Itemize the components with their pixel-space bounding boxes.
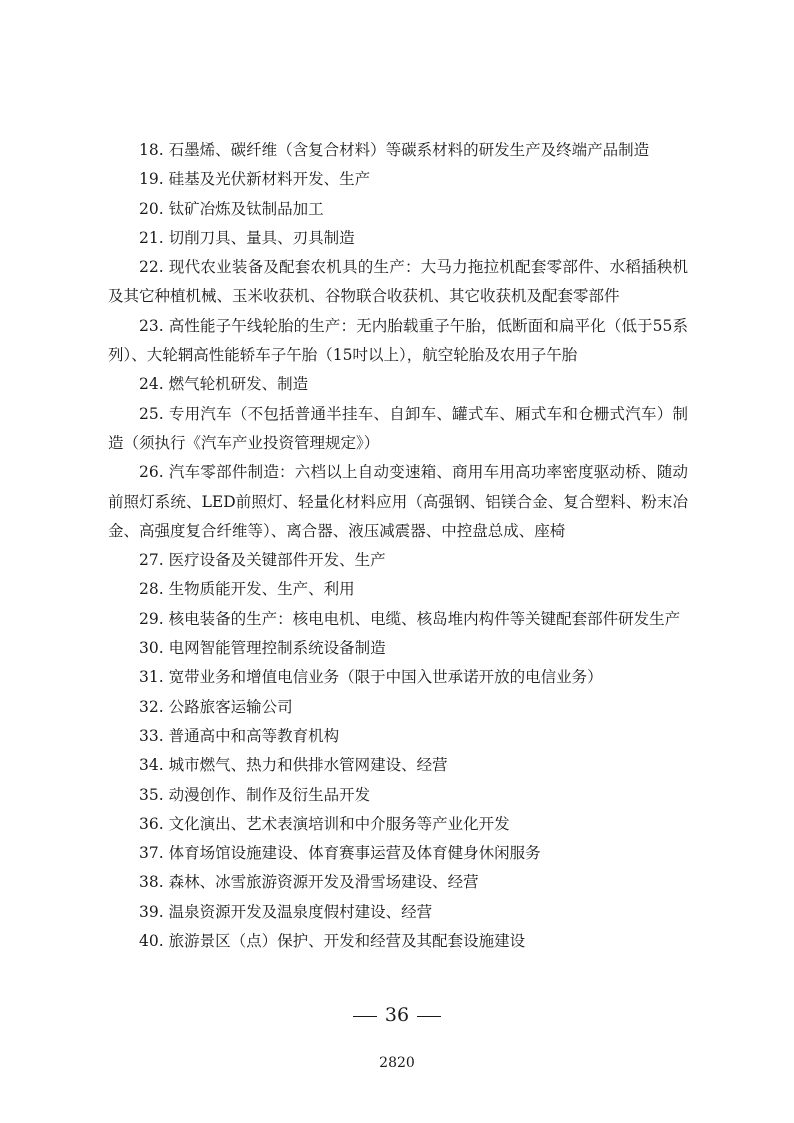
item-text: 城市燃气、热力和供排水管网建设、经营 — [168, 756, 448, 775]
item-number: 32. — [139, 697, 164, 716]
page-number — [0, 1000, 794, 1030]
list-item — [108, 400, 688, 459]
right-dash — [417, 1016, 441, 1017]
item-number: 40. — [139, 932, 164, 951]
list-item — [108, 136, 688, 165]
item-number: 30. — [139, 639, 164, 658]
item-text: 宽带业务和增值电信业务（限于中国入世承诺开放的电信业务） — [168, 668, 603, 687]
item-number: 29. — [139, 609, 164, 628]
item-text: 现代农业装备及配套农机具的生产：大马力拖拉机配套零部件、水稻插秧机及其它种植机械、玉米收获机、谷物联合收获机、其它收获机及配套零部件 — [108, 258, 688, 306]
item-number: 37. — [139, 844, 164, 863]
item-text: 电网智能管理控制系统设备制造 — [168, 639, 386, 658]
item-text: 专用汽车（不包括普通半挂车、自卸车、罐式车、厢式车和仓栅式汽车）制造（须执行《汽车产业投资管理规定》） — [108, 404, 688, 452]
list-item — [108, 839, 688, 868]
item-text: 生物质能开发、生产、利用 — [168, 580, 355, 599]
item-text: 温泉资源开发及温泉度假村建设、经营 — [168, 902, 433, 921]
item-text: 普通高中和高等教育机构 — [168, 726, 340, 745]
list-item — [108, 458, 688, 546]
item-number: 25. — [139, 404, 164, 423]
item-text: 医疗设备及关键部件开发、生产 — [168, 551, 386, 570]
list-item — [108, 722, 688, 751]
item-number: 23. — [139, 316, 164, 335]
item-text: 硅基及光伏新材料开发、生产 — [168, 170, 371, 189]
item-number: 39. — [139, 902, 164, 921]
list-item — [108, 253, 688, 312]
item-text: 旅游景区（点）保护、开发和经营及其配套设施建设 — [168, 932, 526, 951]
footer-number: 2820 — [379, 1055, 415, 1071]
item-text: 公路旅客运输公司 — [168, 697, 293, 716]
item-number: 21. — [139, 228, 164, 247]
item-number: 38. — [139, 873, 164, 892]
list-item — [108, 898, 688, 927]
list-item — [108, 605, 688, 634]
item-text: 高性能子午线轮胎的生产：无内胎载重子午胎，低断面和扁平化（低于55系列）、大轮辋高性能轿车子午胎（15吋以上），航空轮胎及农用子午胎 — [108, 316, 688, 365]
list-item — [108, 165, 688, 194]
item-number: 27. — [139, 551, 164, 570]
list-item — [108, 195, 688, 224]
list-item — [108, 781, 688, 810]
item-text: 燃气轮机研发、制造 — [168, 375, 309, 394]
item-text: 钛矿冶炼及钛制品加工 — [168, 199, 324, 218]
list-item — [108, 546, 688, 575]
list-item — [108, 868, 688, 897]
item-number: 34. — [139, 756, 164, 775]
list-item — [108, 575, 688, 604]
item-number: 20. — [139, 199, 164, 218]
item-text: 汽车零部件制造：六档以上自动变速箱、商用车用高功率密度驱动桥、随动前照灯系统、LED前照灯、轻量化材料应用（高强钢、铝镁合金、复合塑料、粉末冶金、高强度复合纤维等）、离合器、液压减震器、中控盘总成、座椅 — [108, 463, 688, 540]
left-dash — [353, 1016, 377, 1017]
list-item — [108, 751, 688, 780]
item-number: 35. — [139, 785, 164, 804]
list-item — [108, 370, 688, 399]
item-number: 18. — [139, 141, 164, 159]
list-item — [108, 663, 688, 692]
item-text: 动漫创作、制作及衍生品开发 — [168, 785, 371, 804]
item-text: 文化演出、艺术表演培训和中介服务等产业化开发 — [168, 814, 510, 833]
item-text: 石墨烯、碳纤维（含复合材料）等碳系材料的研发生产及终端产品制造 — [168, 141, 650, 159]
list-item — [108, 927, 688, 956]
item-list — [108, 136, 688, 956]
page-number-value: 36 — [384, 1004, 410, 1026]
item-number: 33. — [139, 726, 164, 745]
item-number: 31. — [139, 668, 164, 687]
item-number: 36. — [139, 814, 164, 833]
item-text: 森林、冰雪旅游资源开发及滑雪场建设、经营 — [168, 873, 479, 892]
list-item — [108, 634, 688, 663]
item-text: 切削刀具、量具、刃具制造 — [168, 228, 355, 247]
item-number: 22. — [139, 258, 164, 277]
list-item — [108, 810, 688, 839]
item-number: 28. — [139, 580, 164, 599]
list-item — [108, 693, 688, 722]
list-item — [108, 312, 688, 371]
item-number: 24. — [139, 375, 164, 394]
list-item — [108, 224, 688, 253]
item-text: 核电装备的生产：核电电机、电缆、核岛堆内构件等关键配套部件研发生产 — [168, 609, 681, 628]
item-text: 体育场馆设施建设、体育赛事运营及体育健身休闲服务 — [168, 844, 541, 863]
item-number: 26. — [139, 463, 164, 482]
item-number: 19. — [139, 170, 164, 189]
